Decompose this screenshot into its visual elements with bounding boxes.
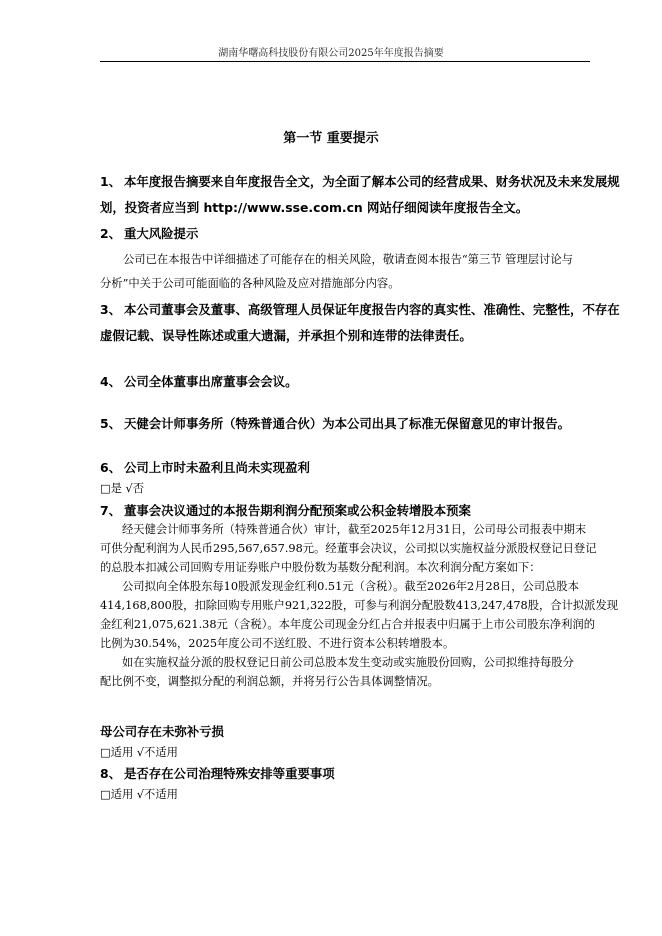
- item-2-number: 2、: [100, 226, 122, 241]
- item-7-number: 7、: [100, 503, 122, 518]
- header-divider: [100, 61, 590, 62]
- item-2-body-line1: 公司已在本报告中详细描述了可能存在的相关风险，敬请查阅本报告“第三节 管理层讨论与: [123, 253, 573, 266]
- item-7-para3-line1: 如在实施权益分派的股权登记日前公司总股本发生变动或实施股份回购，公司拟维持每股分: [122, 656, 574, 669]
- item-7-para1-line3: 的总股本扣减公司回购专用证券账户中股份数为基数分配利润。本次利润分配方案如下：: [100, 561, 541, 574]
- item-1-number: 1、: [100, 174, 122, 189]
- item-2-title: 重大风险提示: [124, 226, 199, 241]
- item-3-text-line2: 虚假记载、误导性陈述或重大遗漏，并承担个别和连带的法律责任。: [100, 328, 472, 343]
- item-8-options: □适用 √不适用: [100, 788, 178, 801]
- uncovered-losses-title: 母公司存在未弥补亏损: [100, 724, 224, 739]
- item-3-text-line1: 本公司董事会及董事、高级管理人员保证年度报告内容的真实性、准确性、完整性，不存在: [124, 302, 620, 317]
- item-5-number: 5、: [100, 416, 122, 431]
- item-6-number: 6、: [100, 460, 122, 475]
- item-7-para2-line1: 公司拟向全体股东每10股派发现金红利0.51元（含税）。截至2026年2月28日，公司总股本: [122, 580, 579, 593]
- item-4-number: 4、: [100, 374, 122, 389]
- item-8-number: 8、: [100, 766, 122, 781]
- item-7-para1-line2: 可供分配利润为人民币295,567,657.98元。经董事会决议，公司拟以实施权益分派股权登记日登记: [100, 542, 597, 555]
- item-7-para1-line1: 经天健会计师事务所（特殊普通合伙）审计，截至2025年12月31日，公司母公司报表中期末: [122, 523, 587, 536]
- uncovered-losses-options: □适用 √不适用: [100, 746, 178, 759]
- item-7-title: 董事会决议通过的本报告期利润分配预案或公积金转增股本预案: [124, 503, 471, 518]
- section-title: 第一节 重要提示: [283, 131, 379, 146]
- item-6-title: 公司上市时未盈利且尚未实现盈利: [124, 460, 310, 475]
- item-7-para2-line2: 414,168,800股，扣除回购专用账户921,322股，可参与利润分配股数413,247,478股，合计拟派发现: [100, 599, 619, 612]
- page-header: 湖南华曙高科技股份有限公司2025年年度报告摘要: [218, 48, 444, 59]
- item-5-text: 天健会计师事务所（特殊普通合伙）为本公司出具了标准无保留意见的审计报告。: [124, 416, 571, 431]
- item-7-para2-line4: 比例为30.54%，2025年度公司不送红股、不进行资本公积转增股本。: [100, 637, 455, 650]
- item-6-options: □是 √否: [100, 482, 145, 495]
- item-1-text-line1: 本年度报告摘要来自年度报告全文，为全面了解本公司的经营成果、财务状况及未来发展规: [124, 174, 620, 189]
- item-4-text: 公司全体董事出席董事会会议。: [124, 374, 298, 389]
- item-1-text-line2: 划，投资者应当到 http://www.sse.com.cn 网站仔细阅读年度报告全文。: [100, 200, 529, 215]
- item-7-para3-line2: 配比例不变，调整拟分配的利润总额，并将另行公告具体调整情况。: [100, 675, 439, 688]
- item-3-number: 3、: [100, 302, 122, 317]
- item-8-title: 是否存在公司治理特殊安排等重要事项: [124, 766, 335, 781]
- item-2-body-line2: 分析”中关于公司可能面临的各种风险及应对措施部分内容。: [100, 277, 400, 290]
- item-7-para2-line3: 金红利21,075,621.38元（含税）。本年度公司现金分红占合并报表中归属于上市公司股东净利润的: [100, 618, 595, 631]
